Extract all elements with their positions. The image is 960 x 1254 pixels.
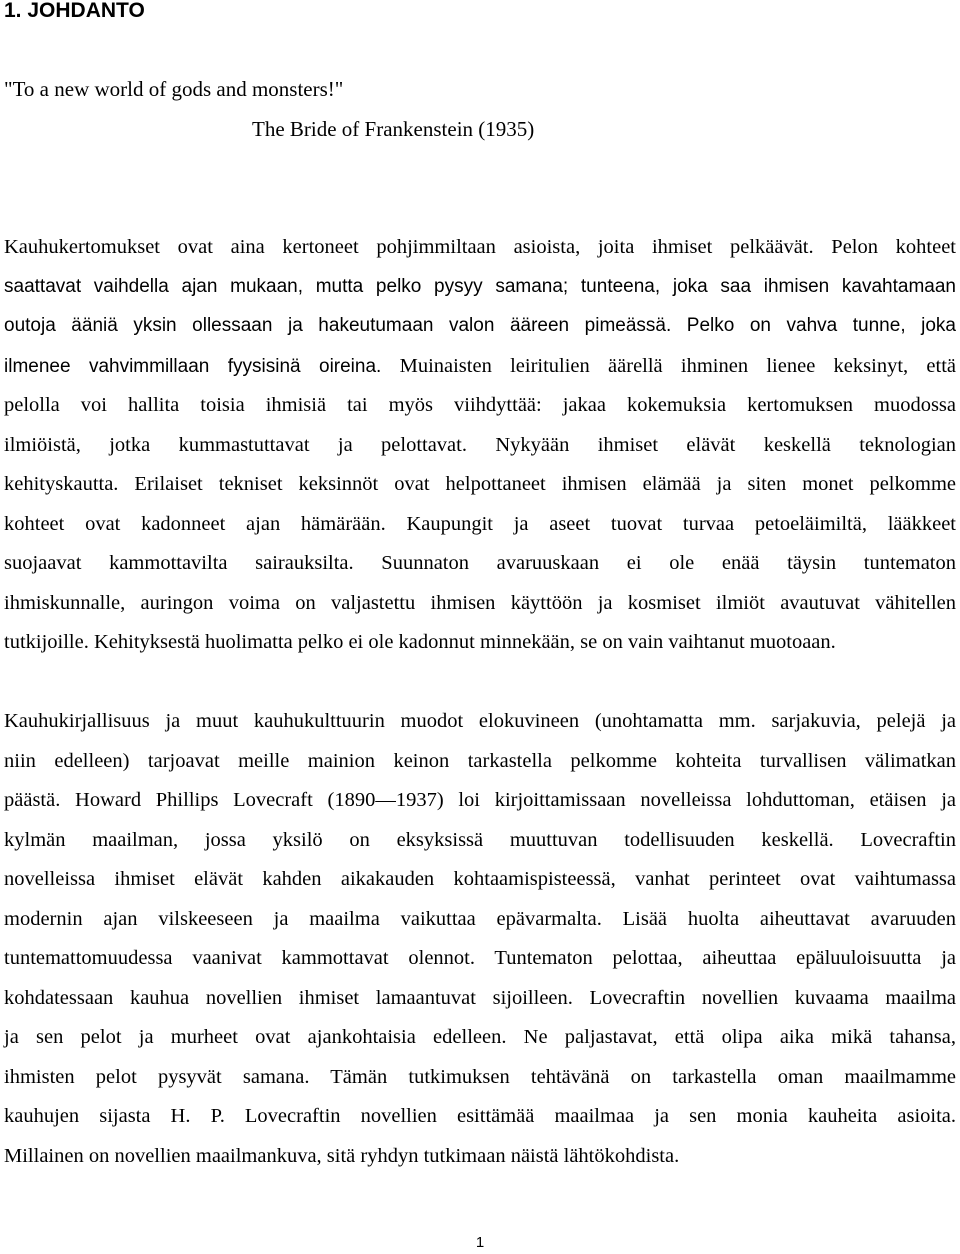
paragraph-line: ja sen pelot ja murheet ovat ajankohtaisia edelleen. Ne paljastavat, että olipa aika mikä tahansa, — [4, 1026, 956, 1048]
paragraph-1 — [4, 234, 956, 669]
chapter-heading: 1. JOHDANTO — [4, 0, 145, 22]
paragraph-line: saattavat vaihdella ajan mukaan, mutta pelko pysyy samana; tunteena, joka saa ihmisen kavahtamaan — [4, 275, 956, 297]
paragraph-2 — [4, 708, 956, 1182]
paragraph-line: kauhujen sijasta H. P. Lovecraftin novellien esittämää maailmaa ja sen monia kauheita asioita. — [4, 1105, 956, 1127]
paragraph-line: niin edelleen) tarjoavat meille mainion keinon tarkastella pelkomme kohteita turvallisen välimatkan — [4, 749, 956, 772]
paragraph-line-segment: ilmenee vahvimmillaan fyysisinä oireina. — [4, 355, 382, 377]
paragraph-line: päästä. Howard Phillips Lovecraft (1890—1937) loi kirjoittamissaan novelleissa lohduttoman, etäisen ja — [4, 789, 956, 811]
paragraph-line: kohdatessaan kauhua novellien ihmiset lamaantuvat sijoilleen. Lovecraftin novellien kuvaama maailma — [4, 986, 956, 1009]
paragraph-line: ihmiskunnalle, auringon voima on valjastettu ihmisen käyttöön ja kosmiset ilmiöt avautuvat vähitellen — [4, 591, 956, 614]
epigraph-quote: "To a new world of gods and monsters!" — [4, 77, 344, 101]
paragraph-line: kehityskautta. Erilaiset tekniset keksinnöt ovat helpottaneet ihmisen elämää ja siten monet pelkomme — [4, 473, 956, 495]
paragraph-line: outoja ääniä yksin ollessaan ja hakeutumaan valon ääreen pimeässä. Pelko on vahva tunne, joka — [4, 315, 956, 336]
epigraph-source: The Bride of Frankenstein (1935) — [252, 117, 535, 141]
paragraph-line — [4, 353, 956, 393]
paragraph-line: tuntemattomuudessa vaanivat kammottavat olennot. Tuntematon pelottaa, aiheuttaa epäluuloisuutta ja — [4, 947, 956, 969]
paragraph-line: Kauhukirjallisuus ja muut kauhukulttuurin muodot elokuvineen (unohtamatta mm. sarjakuvia, pelejä ja — [4, 710, 956, 732]
paragraph-line-segment: Muinaisten leiritulien äärellä ihminen lienee keksinyt, että — [381, 354, 956, 377]
paragraph-line: ihmisten pelot pysyvät samana. Tämän tutkimuksen tehtävänä on tarkastella oman maailmamme — [4, 1065, 956, 1088]
paragraph-line: modernin ajan vilskeeseen ja maailma vaikuttaa epävarmalta. Lisää huolta aiheuttavat avaruuden — [4, 907, 956, 930]
paragraph-line: tutkijoille. Kehityksestä huolimatta pelko ei ole kadonnut minnekään, se on vain vaihtanut muotoaan. — [4, 631, 836, 653]
paragraph-line: kylmän maailman, jossa yksilö on eksyksissä muuttuvan todellisuuden keskellä. Lovecraftin — [4, 828, 956, 851]
paragraph-line: novelleissa ihmiset elävät kahden aikakauden kohtaamispisteessä, vanhat perinteet ovat vaihtumassa — [4, 868, 956, 890]
paragraph-line: kohteet ovat kadonneet ajan hämärään. Kaupungit ja aseet tuovat turvaa petoeläimiltä, lääkkeet — [4, 512, 956, 535]
paragraph-line: ilmiöistä, jotka kummastuttavat ja pelottavat. Nykyään ihmiset elävät keskellä teknologian — [4, 433, 956, 456]
paragraph-line: Kauhukertomukset ovat aina kertoneet pohjimmiltaan asioista, joita ihmiset pelkäävät. Pelon kohteet — [4, 236, 956, 258]
paragraph-line: suojaavat kammottavilta sairauksilta. Suunnaton avaruuskaan ei ole enää täysin tuntematon — [4, 552, 956, 574]
paragraph-line: pelolla voi hallita toisia ihmisiä tai myös viihdyttää: jakaa kokemuksia kertomuksen muodossa — [4, 394, 956, 416]
page-number: 1 — [475, 1234, 485, 1251]
paragraph-line: Millainen on novellien maailmankuva, sitä ryhdyn tutkimaan näistä lähtökohdista. — [4, 1144, 680, 1167]
